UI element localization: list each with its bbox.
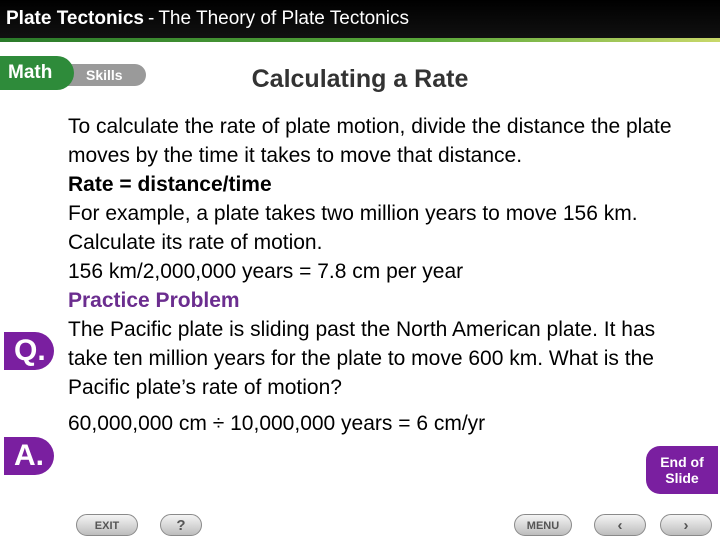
previous-slide-button[interactable]: ‹: [594, 514, 646, 536]
answer-marker: A.: [4, 437, 54, 475]
header-separator: -: [147, 8, 155, 29]
header-bar: [0, 0, 720, 38]
practice-heading: Practice Problem: [68, 289, 240, 312]
slide-content: [68, 112, 678, 438]
intro-text: To calculate the rate of plate motion, divide the distance the plate moves by the time it takes to move that distance.: [68, 115, 672, 167]
header-divider: [0, 38, 720, 42]
exit-button[interactable]: EXIT: [76, 514, 138, 536]
slide-title: Calculating a Rate: [251, 65, 469, 93]
help-button[interactable]: ?: [160, 514, 202, 536]
end-of-slide-button[interactable]: [646, 446, 718, 494]
question-marker: Q.: [4, 332, 54, 370]
practice-question: The Pacific plate is sliding past the North American plate. It has take ten million years for the plate to move 600 km. What is the Pacific plate’s rate of motion?: [68, 318, 656, 399]
end-of-slide-line1: End of: [660, 454, 704, 470]
practice-answer: 60,000,000 cm ÷ 10,000,000 years = 6 cm/yr: [68, 412, 486, 435]
chapter-subtitle: The Theory of Plate Tectonics: [158, 8, 409, 29]
end-of-slide-line2: Slide: [665, 470, 699, 486]
menu-button[interactable]: MENU: [514, 514, 572, 536]
course-title: Plate Tectonics: [6, 8, 144, 29]
math-skills-badge: [0, 56, 148, 92]
math-label: Math: [0, 56, 74, 90]
rate-formula: Rate = distance/time: [68, 173, 272, 196]
example-text: For example, a plate takes two million years to move 156 km. Calculate its rate of motion.: [68, 202, 638, 254]
next-slide-button[interactable]: ›: [660, 514, 712, 536]
skills-label: Skills: [64, 64, 146, 86]
example-solution: 156 km/2,000,000 years = 7.8 cm per year: [68, 260, 464, 283]
